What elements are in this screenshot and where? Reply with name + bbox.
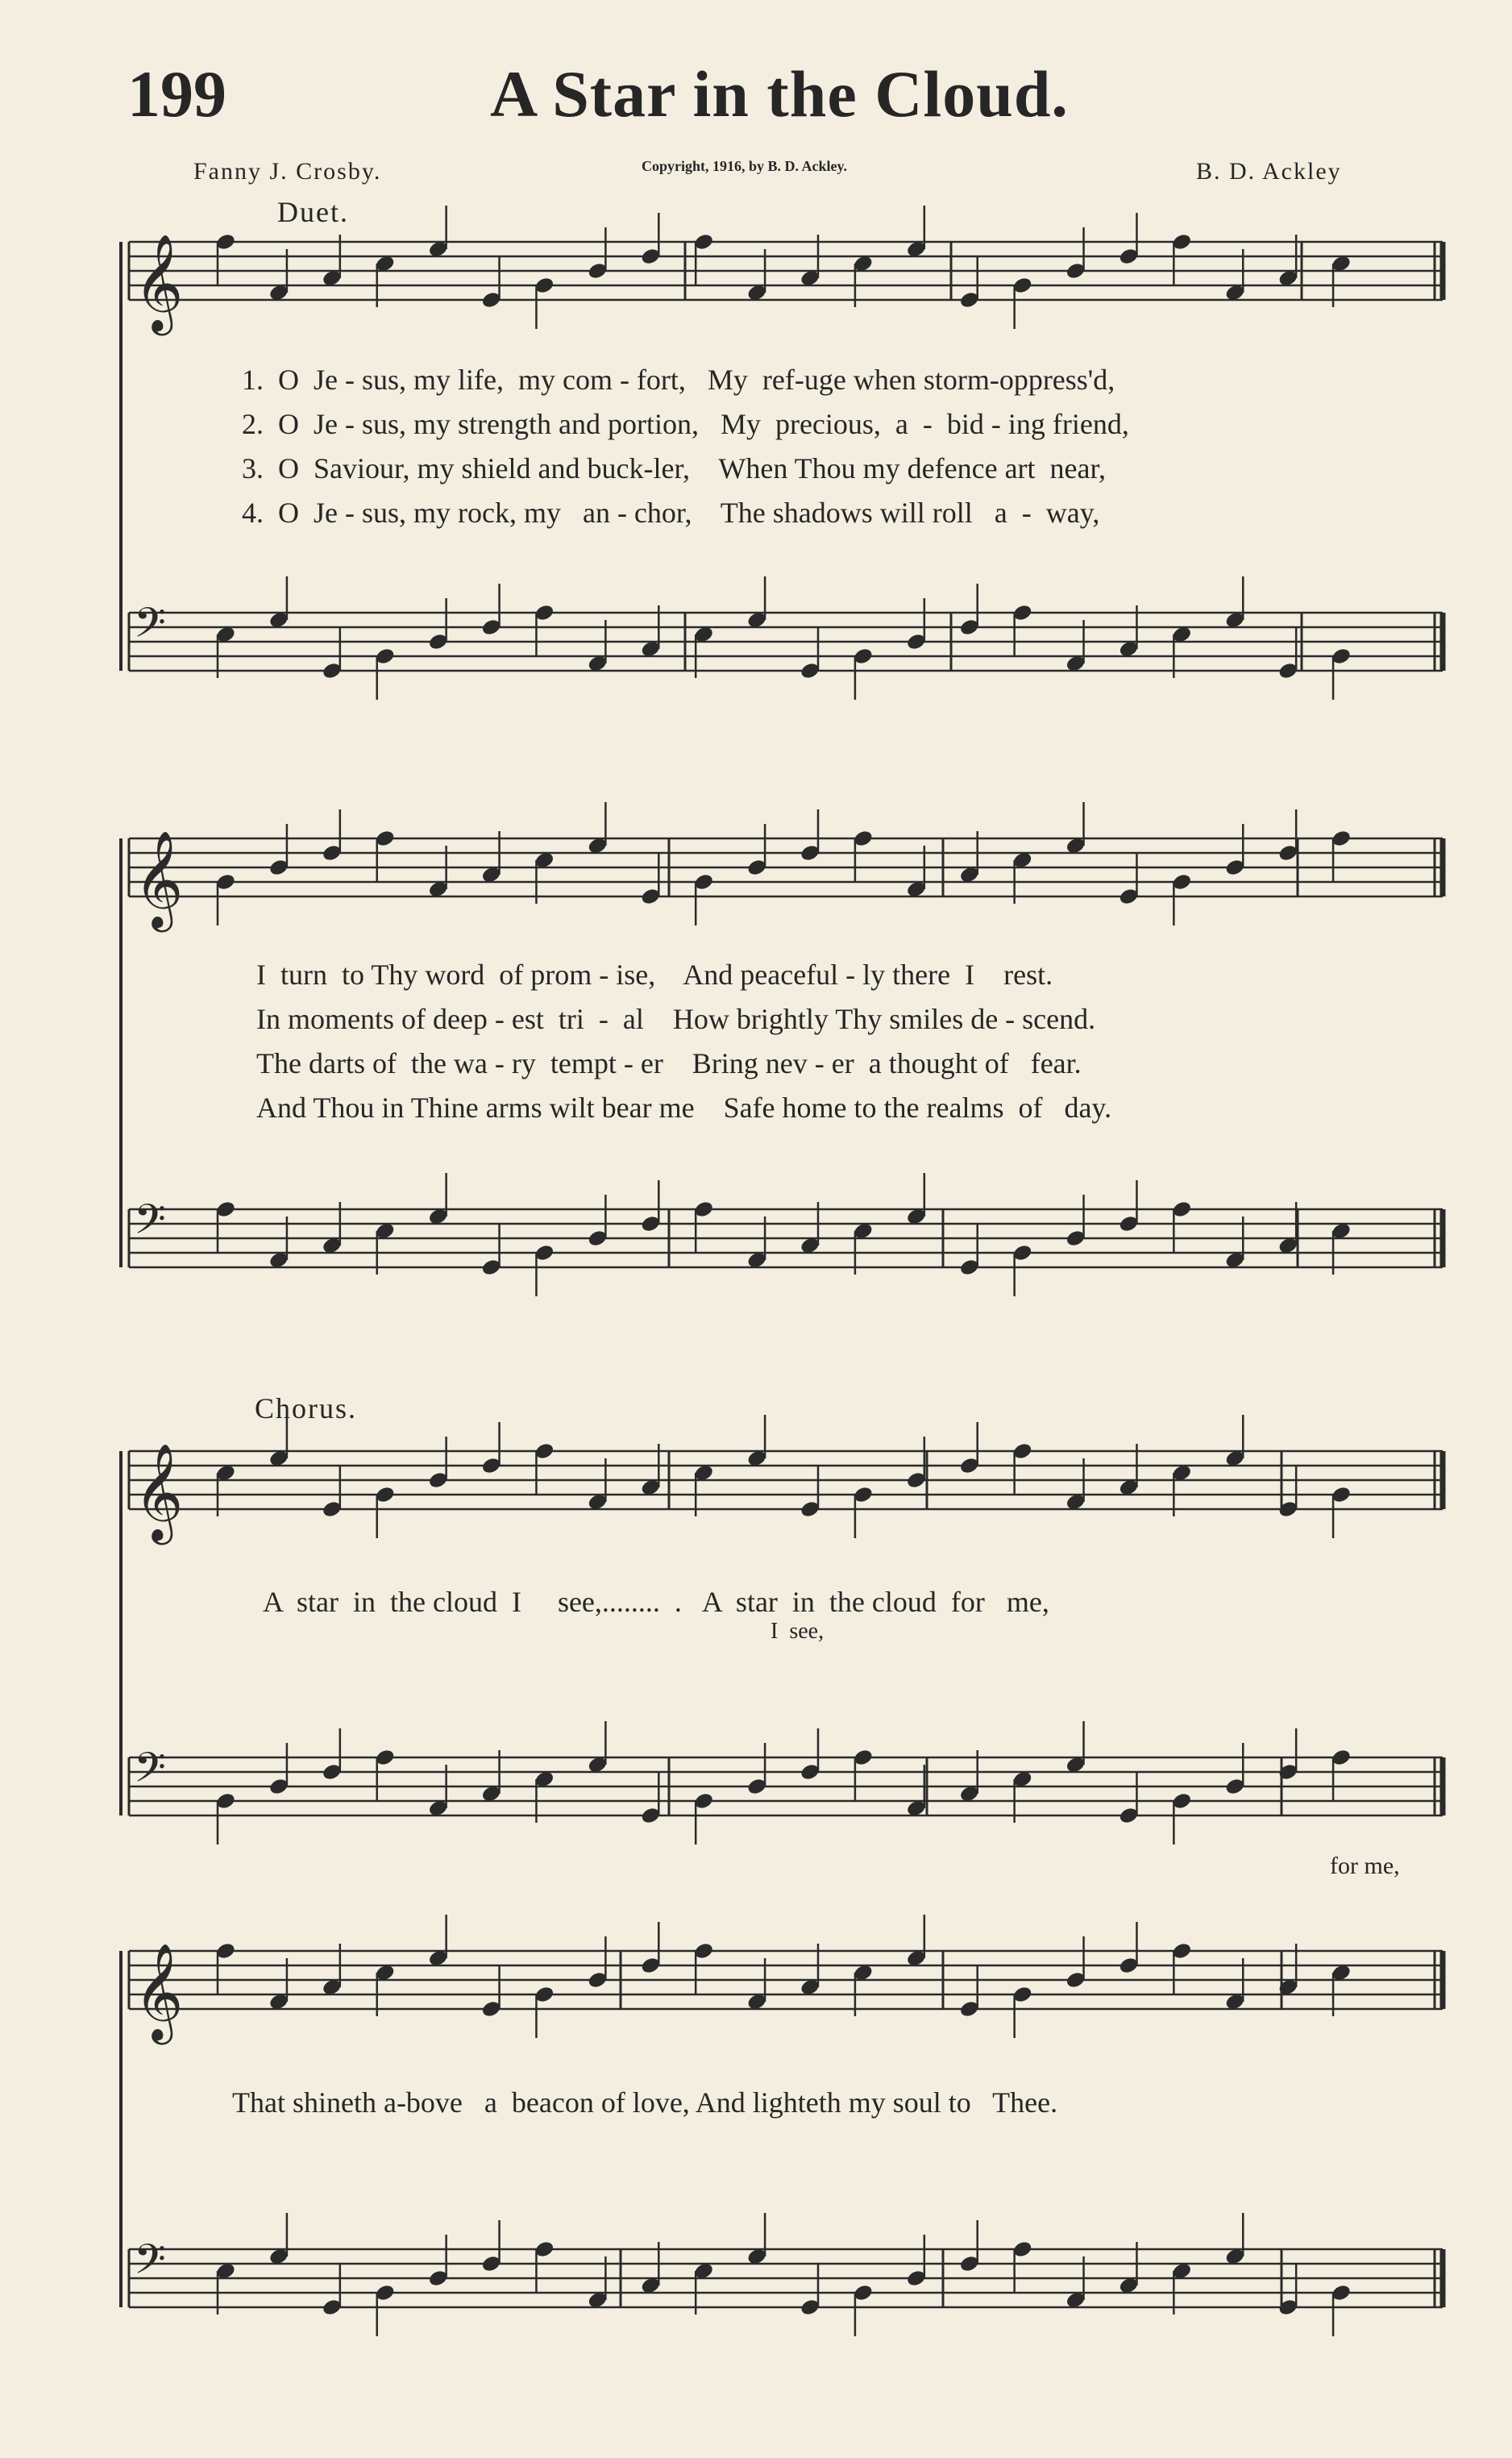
duet-label: Duet. bbox=[277, 196, 349, 228]
bass-clef: 𝄢 bbox=[134, 1195, 166, 1254]
chorus-echo-1: I see, bbox=[771, 1619, 825, 1644]
staff-lines bbox=[129, 242, 1443, 2307]
treble-clef: 𝄞 bbox=[134, 233, 184, 331]
treble-clef: 𝄞 bbox=[134, 1942, 184, 2040]
hymn-number: 199 bbox=[127, 57, 226, 131]
verse-3-line-2: The darts of the wa - ry tempt - er Bring nev - er a thought of fear. bbox=[256, 1047, 1082, 1079]
verse-1-line-1: 1. O Je - sus, my life, my com - fort, My ref-uge when storm-oppress'd, bbox=[242, 364, 1115, 396]
verse-4-line-2: And Thou in Thine arms wilt bear me Safe home to the realms of day. bbox=[256, 1092, 1112, 1124]
bass-clef: 𝄢 bbox=[134, 1743, 166, 1802]
chorus-label: Chorus. bbox=[255, 1392, 358, 1424]
verse-2-line-2: In moments of deep - est tri - al How brightly Thy smiles de - scend. bbox=[256, 1003, 1096, 1035]
chorus-line-2: That shineth a-bove a beacon of love, And lighteth my soul to Thee. bbox=[232, 2086, 1058, 2119]
hymn-title: A Star in the Cloud. bbox=[490, 57, 1069, 131]
verse-1-line-2: I turn to Thy word of prom - ise, And peaceful - ly there I rest. bbox=[256, 959, 1053, 991]
bass-clef: 𝄢 bbox=[134, 2235, 166, 2294]
verse-2-line-1: 2. O Je - sus, my strength and portion, My precious, a - bid - ing friend, bbox=[242, 408, 1129, 440]
verse-4-line-1: 4. O Je - sus, my rock, my an - chor, The shadows will roll a - way, bbox=[242, 497, 1100, 529]
clefs bbox=[134, 233, 183, 2294]
treble-clef: 𝄞 bbox=[134, 1442, 184, 1541]
chorus-line-1: A star in the cloud I see,........ . A star in the cloud for me, bbox=[263, 1586, 1049, 1618]
author-credit: Fanny J. Crosby. bbox=[193, 158, 382, 185]
verse-3-line-1: 3. O Saviour, my shield and buck-ler, When Thou my defence art near, bbox=[242, 452, 1107, 485]
chorus-echo-2: for me, bbox=[1330, 1853, 1400, 1879]
bass-clef: 𝄢 bbox=[134, 598, 166, 657]
treble-clef: 𝄞 bbox=[134, 830, 184, 928]
bar-lines bbox=[121, 242, 1443, 2307]
composer-credit: B. D. Ackley bbox=[1196, 158, 1342, 185]
copyright-notice: Copyright, 1916, by B. D. Ackley. bbox=[642, 158, 848, 174]
